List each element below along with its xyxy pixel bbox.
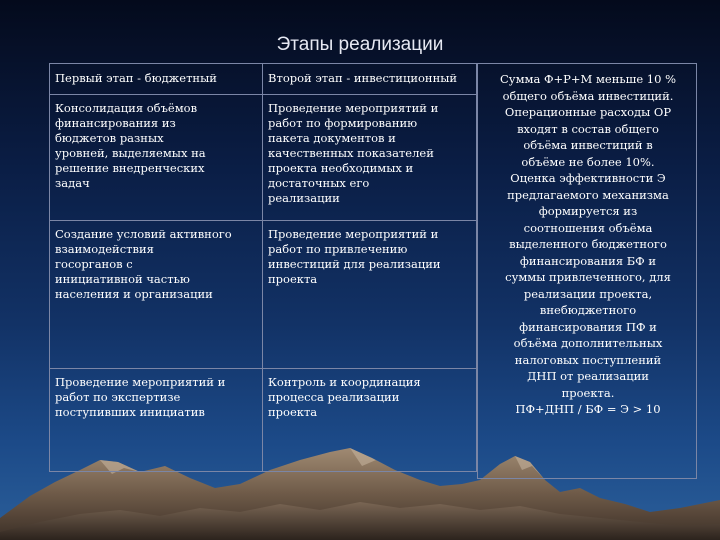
efficiency-notes-box: Сумма Ф+Р+М меньше 10 % общего объёма инвестиций. Операционные расходы ОР входят в состав общего объёма инвестиций в объёме не более 10%. Оценка эффективности Э предлагаемого механизма формируется из соотношения объёма выделенного бюджетного финансирования БФ и суммы привлеченного, для реализации проекта, внебюджетного финансирования ПФ и объёма дополнительных налоговых поступлений ДНП от реализации проекта. ПФ+ДНП / БФ = Э > 10 [477,63,697,479]
table-cell: Консолидация объёмов финансирования из бюджетов разных уровней, выделяемых на решение внедренческих задач [50,95,263,221]
table-row [50,221,477,369]
header-second-stage: Второй этап - инвестиционный [263,64,477,95]
table-cell: Контроль и координация процесса реализации проекта [263,369,477,472]
table-cell: Проведение мероприятий и работ по экспертизе поступивших инициатив [50,369,263,472]
slide-title: Этапы реализации [276,34,444,55]
table-row [50,95,477,221]
header-first-stage: Первый этап - бюджетный [50,64,263,95]
table-cell: Проведение мероприятий и работ по привлечению инвестиций для реализации проекта [263,221,477,369]
stages-table [49,63,477,472]
table-cell: Создание условий активного взаимодействия госорганов с инициативной частью населения и организации [50,221,263,369]
table-header-row [50,64,477,95]
table-row [50,369,477,472]
table-cell: Проведение мероприятий и работ по формированию пакета документов и качественных показателей проекта необходимых и достаточных его реализации [263,95,477,221]
